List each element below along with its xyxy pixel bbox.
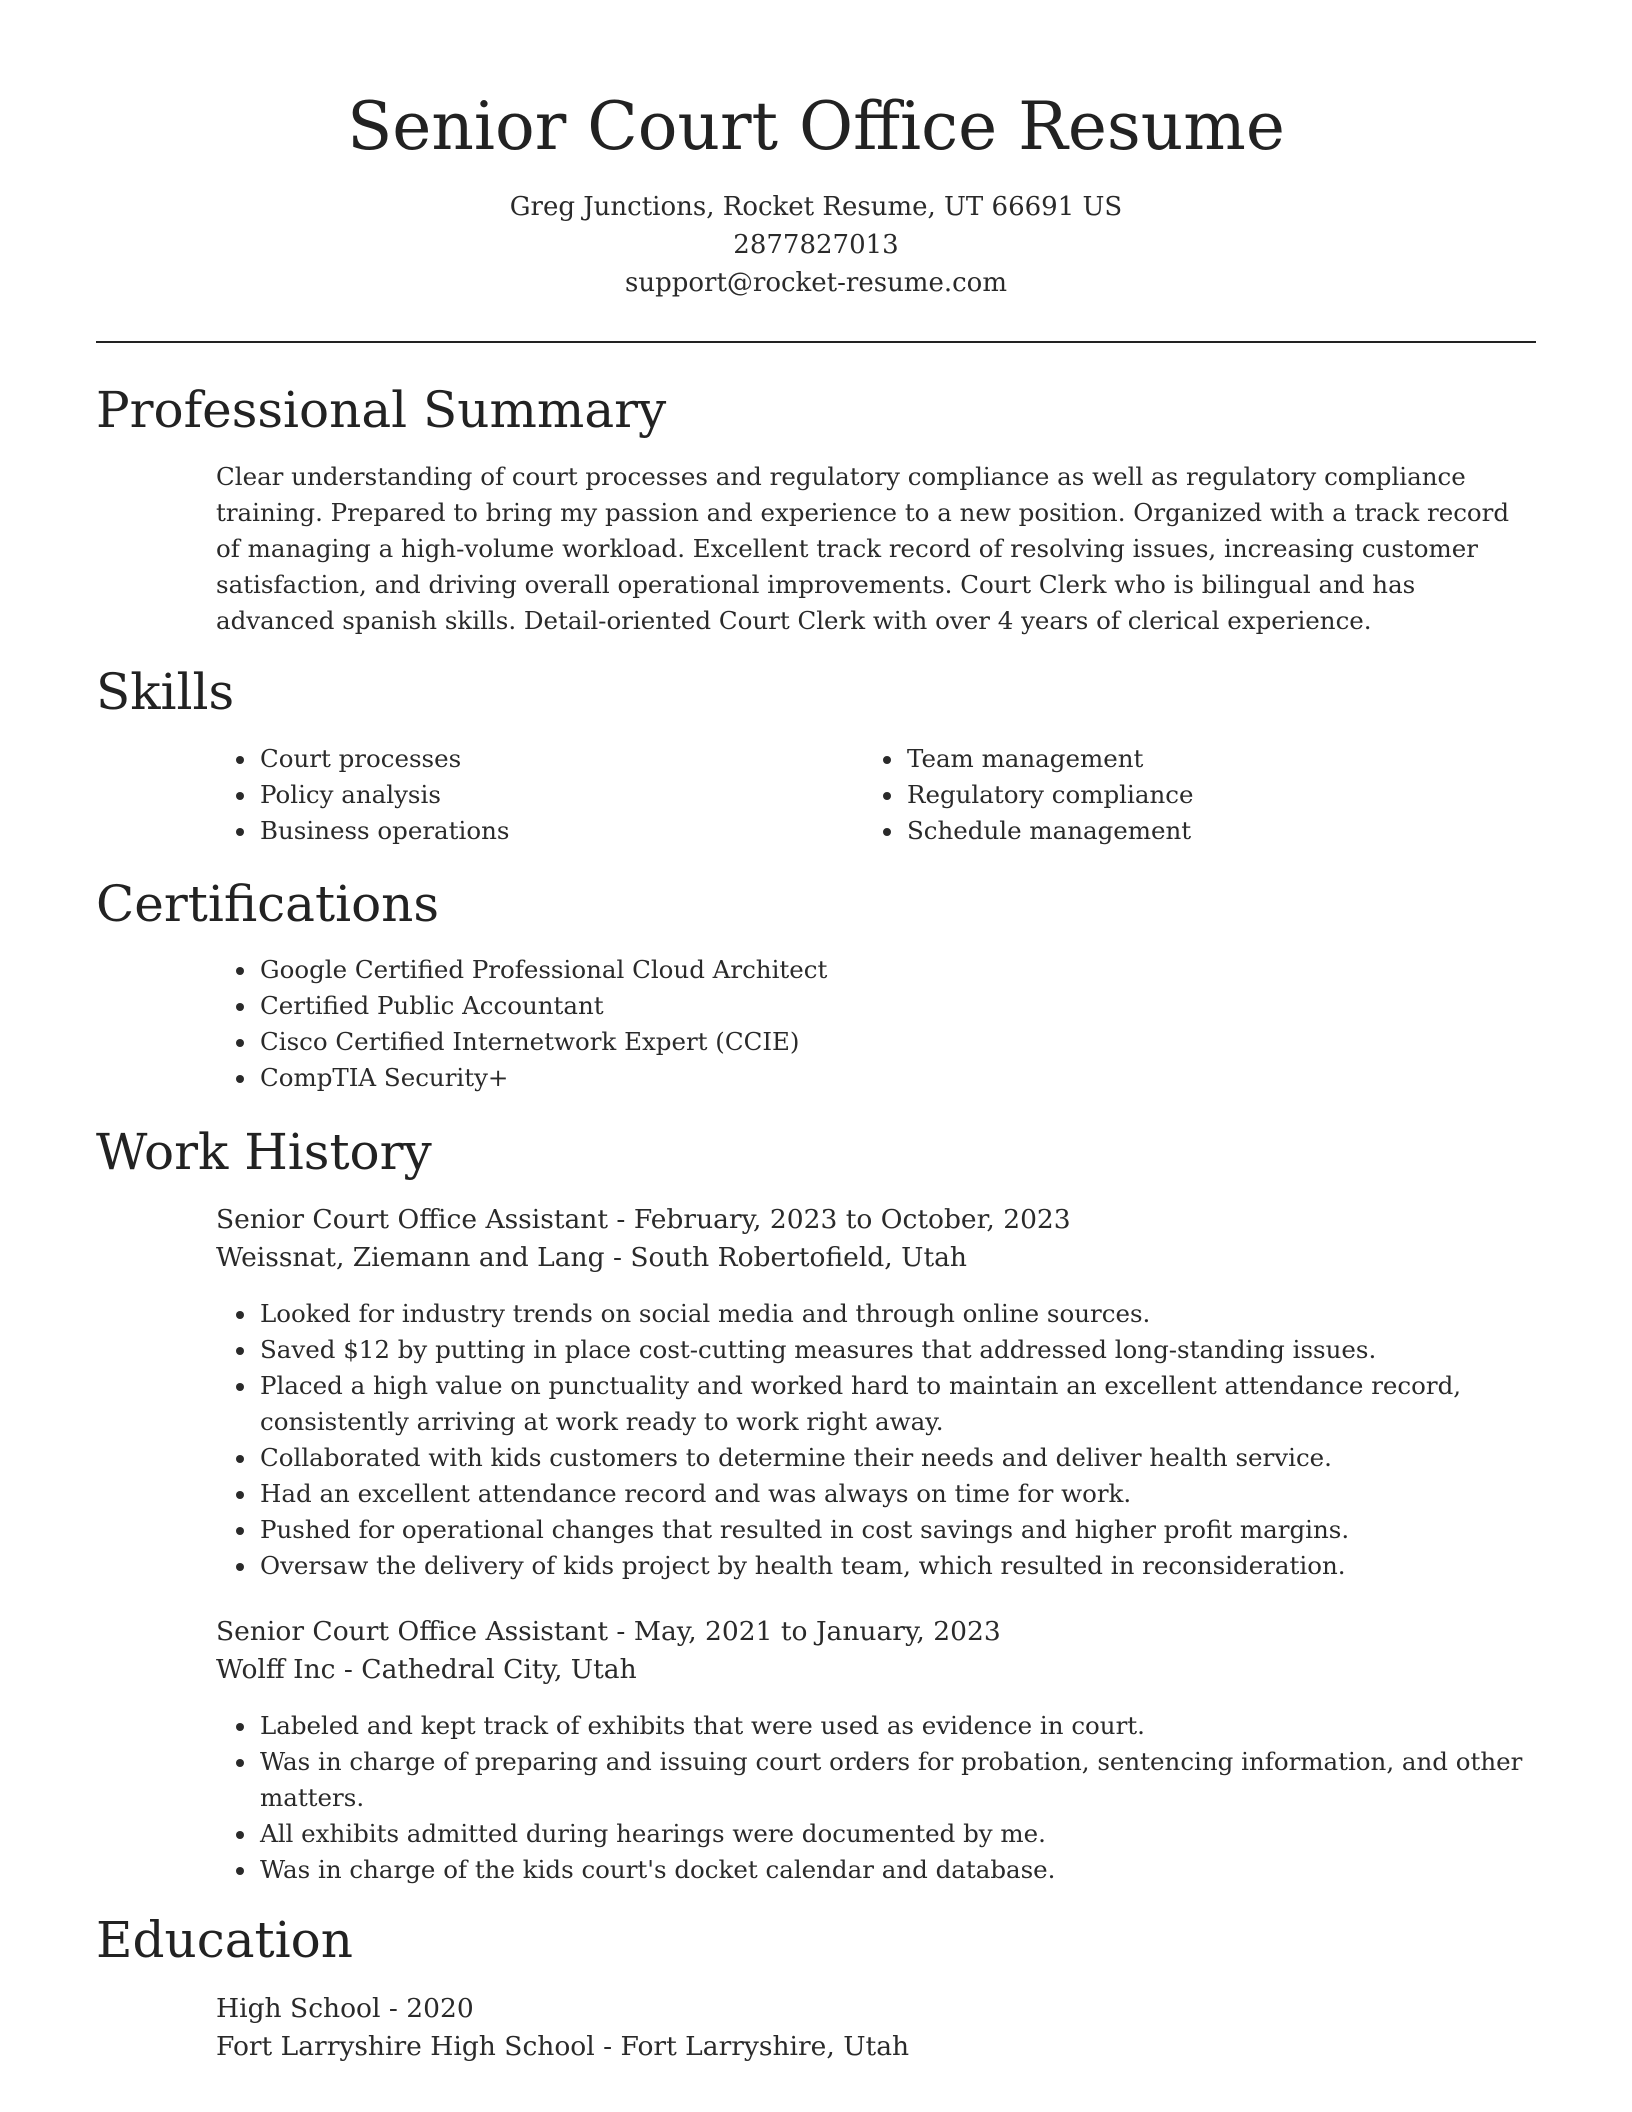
- list-item: • All exhibits admitted during hearings were documented by me.: [258, 1816, 1538, 1852]
- job-employer-line: Weissnat, Ziemann and Lang - South Robertofield, Utah: [216, 1242, 967, 1273]
- skills-list-right: [861, 741, 1525, 849]
- list-item: • Looked for industry trends on social media and through online sources.: [258, 1296, 1538, 1332]
- resume-header: [0, 0, 1632, 302]
- list-item: • Regulatory compliance: [905, 777, 1525, 813]
- list-item: • Saved $12 by putting in place cost-cutting measures that addressed long-standing issues.: [258, 1332, 1538, 1368]
- list-item: • Was in charge of the kids court's docket calendar and database.: [258, 1852, 1538, 1888]
- education-degree-line: High School - 2020: [216, 1993, 474, 2024]
- certifications-list: [214, 952, 1558, 1096]
- contact-info: [0, 188, 1632, 302]
- section-title-certifications: Certifications: [96, 875, 440, 933]
- list-item: • Was in charge of preparing and issuing court orders for probation, sentencing information, and other matters.: [258, 1744, 1538, 1816]
- contact-email: support@rocket-resume.com: [624, 268, 1007, 298]
- list-item: • Cisco Certified Internetwork Expert (CCIE): [258, 1024, 1558, 1060]
- section-title-education: Education: [96, 1911, 353, 1969]
- list-item: • Had an excellent attendance record and was always on time for work.: [258, 1476, 1538, 1512]
- list-item: • Google Certified Professional Cloud Architect: [258, 952, 1558, 988]
- list-item: • Collaborated with kids customers to determine their needs and deliver health service.: [258, 1440, 1538, 1476]
- list-item: • Labeled and kept track of exhibits that were used as evidence in court.: [258, 1708, 1538, 1744]
- header-divider: [96, 341, 1536, 343]
- list-item: • Pushed for operational changes that resulted in cost savings and higher profit margins.: [258, 1512, 1538, 1548]
- list-item: • CompTIA Security+: [258, 1060, 1558, 1096]
- job-1-bullets: [214, 1296, 1538, 1584]
- contact-address: Greg Junctions, Rocket Resume, UT 66691 US: [509, 192, 1123, 222]
- list-item: • Placed a high value on punctuality and worked hard to maintain an excellent attendance record, consistently arriving at work ready to work right away.: [258, 1368, 1538, 1440]
- education-entry: [216, 1990, 1536, 2066]
- page-title: Senior Court Office Resume: [347, 88, 1285, 165]
- list-item: • Court processes: [258, 741, 818, 777]
- job-header-1: [216, 1201, 1536, 1277]
- job-2-bullets: [214, 1708, 1538, 1888]
- list-item: • Oversaw the delivery of kids project by health team, which resulted in reconsideration.: [258, 1548, 1538, 1584]
- list-item: • Schedule management: [905, 813, 1525, 849]
- section-title-work-history: Work History: [96, 1123, 432, 1181]
- list-item: • Policy analysis: [258, 777, 818, 813]
- section-title-summary: Professional Summary: [96, 381, 667, 439]
- list-item: • Certified Public Accountant: [258, 988, 1558, 1024]
- section-title-skills: Skills: [96, 663, 235, 721]
- job-title-line: Senior Court Office Assistant - May, 2021 to January, 2023: [216, 1616, 1001, 1647]
- education-school-line: Fort Larryshire High School - Fort Larryshire, Utah: [216, 2031, 910, 2062]
- list-item: • Team management: [905, 741, 1525, 777]
- skills-list-left: [214, 741, 818, 849]
- summary-text: Clear understanding of court processes and regulatory compliance as well as regulatory compliance training. Prepared to bring my passion and experience to a new position. Organized with a track record of managing a high-volume workload. Excellent track record of resolving issues, increasing customer satisfaction, and driving overall operational improvements. Court Clerk who is bilingual and has advanced spanish skills. Detail-oriented Court Clerk with over 4 years of clerical experience.: [216, 462, 1510, 635]
- contact-phone: 2877827013: [733, 230, 899, 260]
- job-title-line: Senior Court Office Assistant - February, 2023 to October, 2023: [216, 1204, 1071, 1235]
- list-item: • Business operations: [258, 813, 818, 849]
- job-header-2: [216, 1613, 1536, 1689]
- job-employer-line: Wolff Inc - Cathedral City, Utah: [216, 1654, 637, 1685]
